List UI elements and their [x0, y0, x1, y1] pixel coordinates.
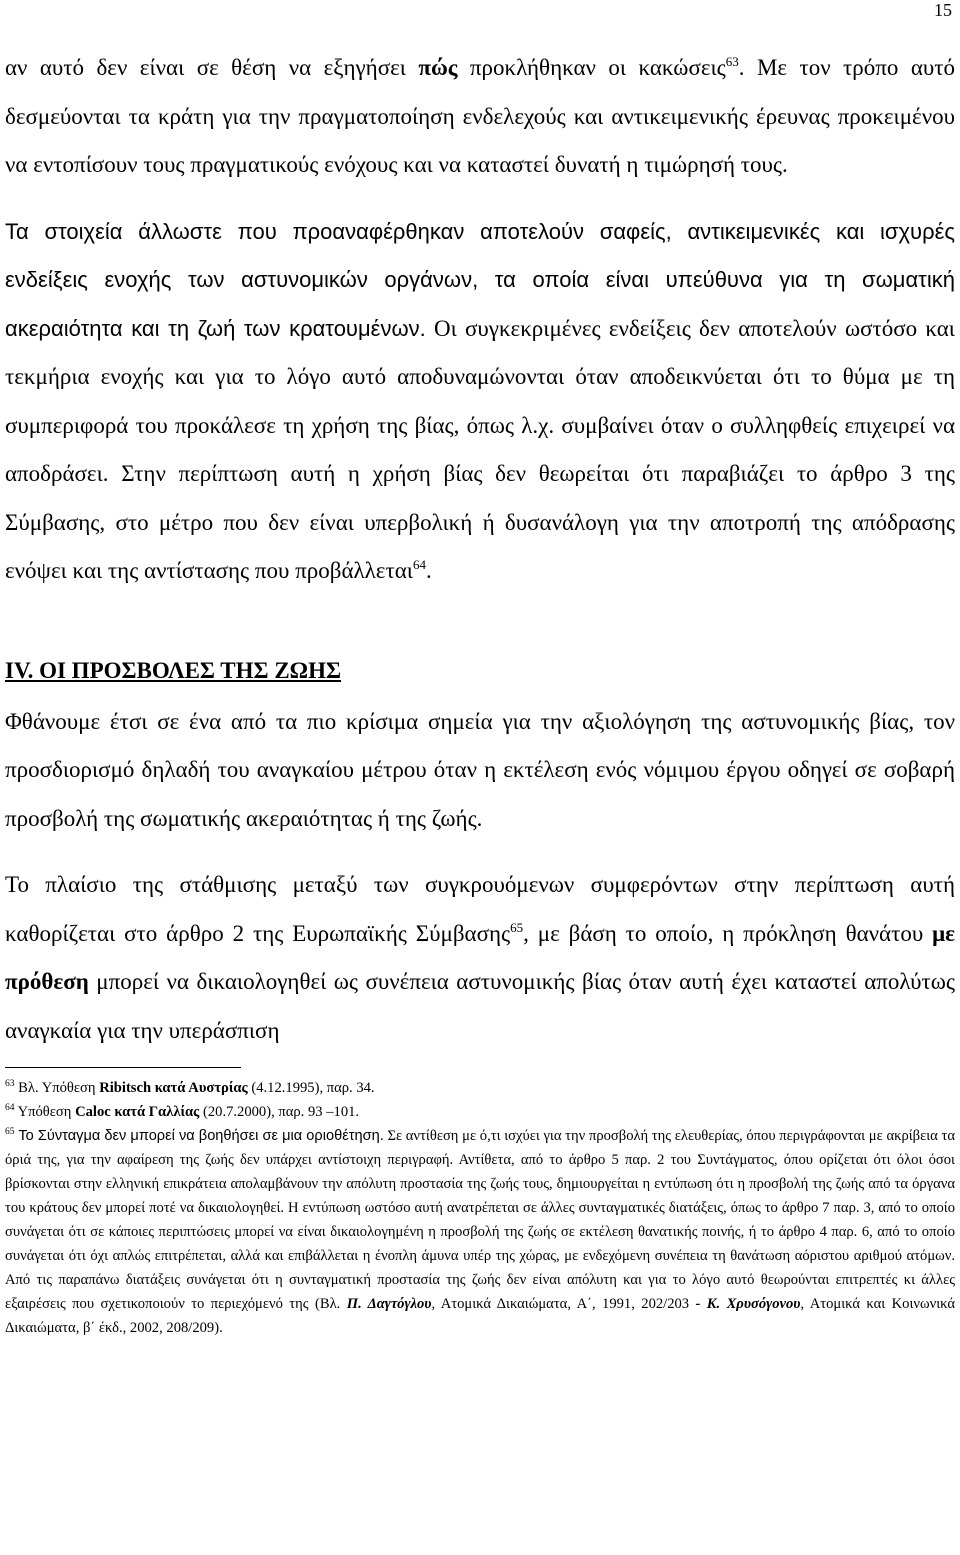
- footnote-number: 65: [5, 1127, 15, 1137]
- text-run: (20.7.2000), παρ. 93 –101.: [199, 1104, 360, 1120]
- footnote-64: [5, 1100, 955, 1124]
- bold-text: με πρόθεση: [5, 920, 955, 994]
- text-run: αν αυτό δεν είναι σε θέση να εξηγήσει: [5, 55, 419, 80]
- footnote-number: 63: [5, 1079, 15, 1089]
- text-run: Βλ. Υπόθεση: [14, 1080, 100, 1096]
- text-run: Σε αντίθεση με ό,τι ισχύει για την προσβολή της ελευθερίας, όπου περιγράφονται με ακρίβεια τα όριά της, για την αφαίρεση της ζωής δεν υπάρχει αντίστοιχη περιγραφή. Αντίθετα, από το άρθρο 5 παρ. 2 του Συντάγματος, όπου ορίζεται ότι όλοι όσοι βρίσκονται στην ελληνική επικράτεια απολαμβάνουν την απόλυτη προστασία της ζωής τους, δημιουργείται η εντύπωση ότι η προσβολή της ζωής από τα όργανα του κράτους δεν μπορεί ποτέ να δικαιολογηθεί. Η εντύπωση ωστόσο αυτή ανατρέπεται σε άλλες συνταγματικές διατάξεις, όπως το άρθρο 7 παρ. 3, από το οποίο συνάγεται ότι σε κάποιες περιπτώσεις μπορεί να είναι δικαιολογημένη η προσβολή της ζωής σε εκτέλεση θανατικής ποινής, ή το άρθρο 4 παρ. 6, από το οποίο συνάγεται ότι όχι απλώς επιτρέπεται, αλλά και επιβάλλεται η ένοπλη άμυνα υπέρ της χώρας, με ενδεχόμενη συνέπεια τη θανάτωση αόριστου αριθμού ατόμων. Από τις παραπάνω διατάξεις συνάγεται ότι η συνταγματική προστασία της ζωής δεν είναι απόλυτη και για το λόγο αυτό θεωρούνται επιτρεπτές κι άλλες εξαιρέσεις που σχετικοποιούν το περιεχόμενό της (Βλ.: [5, 1128, 955, 1312]
- paragraph-3: Φθάνουμε έτσι σε ένα από τα πιο κρίσιμα σημεία για την αξιολόγηση της αστυνομικής βίας, τον προσδιορισμό δηλαδή του αναγκαίου μέτρου όταν η εκτέλεση ενός νόμιμου έργου οδηγεί σε σοβαρή προσβολή της σωματικής ακεραιότητας ή της ζωής.: [5, 708, 955, 831]
- text-run: . Με τον τρόπο αυτό δεσμεύονται τα κράτη για την πραγματοποίηση ενδελεχούς και αντικειμενικής έρευνας προκειμένου να εντοπίσουν τους πραγματικούς ενόχους και να καταστεί δυνατή η τιμώρησή τους.: [5, 55, 955, 177]
- footnote-separator: [5, 1067, 241, 1068]
- footnote-63: [5, 1076, 955, 1100]
- bold-text: πώς: [418, 55, 458, 80]
- footnote-ref-64: 64: [412, 557, 426, 572]
- text-run: , Ατομικά Δικαιώματα, Α΄, 1991, 202/203: [431, 1296, 696, 1312]
- text-run: .: [425, 558, 432, 583]
- text-run-sans: Το Σύνταγμα δεν μπορεί να βοηθήσει σε μια οριοθέτηση.: [14, 1128, 384, 1144]
- text-run: (4.12.1995), παρ. 34.: [247, 1080, 375, 1096]
- text-run: μπορεί να δικαιολογηθεί ως συνέπεια αστυνομικής βίας όταν αυτή έχει καταστεί απολύτως αναγκαία για την υπεράσπιση: [5, 969, 955, 1043]
- text-run-sans: Τα στοιχεία άλλωστε που προαναφέρθηκαν αποτελούν σαφείς, αντικειμενικές και ισχυρές ενδείξεις ενοχής των αστυνομικών οργάνων, τα οποία είναι υπεύθυνα για τη σωματική ακεραιότητα και τη ζωή των κρατουμένων.: [5, 218, 955, 341]
- author-name: - Κ. Χρυσόγονου: [695, 1296, 801, 1312]
- text-run: , Ατομικά και Κοινωνικά Δικαιώματα, β΄ έκδ., 2002, 208/209).: [5, 1296, 955, 1336]
- footnote-ref-63: 63: [725, 54, 739, 69]
- case-name: Caloc κατά Γαλλίας: [75, 1104, 200, 1120]
- paragraph-2: [5, 208, 955, 596]
- text-run: προκλήθηκαν οι κακώσεις: [457, 55, 726, 80]
- footnotes: [5, 1076, 955, 1340]
- footnote-65: [5, 1124, 955, 1340]
- author-name: Π. Δαγτόγλου: [346, 1296, 432, 1312]
- paragraph-1: [5, 44, 955, 190]
- text-run: Οι συγκεκριμένες ενδείξεις δεν αποτελούν ωστόσο και τεκμήρια ενοχής και για το λόγο αυτό αποδυναμώνονται όταν αποδεικνύεται ότι το θύμα με τη συμπεριφορά του προκάλεσε τη χρήση της βίας, όπως λ.χ. συμβαίνει όταν ο συλληφθείς επιχειρεί να αποδράσει. Στην περίπτωση αυτή η χρήση βίας δεν θεωρείται ότι παραβιάζει το άρθρο 3 της Σύμβασης, στο μέτρο που δεν είναι υπερβολική ή δυσανάλογη για την αποτροπή της απόδρασης ενόψει και της αντίστασης που προβάλλεται: [5, 315, 955, 583]
- page-number: 15: [934, 0, 952, 20]
- page-body: [5, 44, 955, 1340]
- footnote-ref-65: 65: [510, 919, 524, 935]
- paragraph-4: [5, 861, 955, 1055]
- text-run: , με βάση το οποίο, η πρόκληση θανάτου: [523, 920, 933, 946]
- footnote-number: 64: [5, 1103, 15, 1113]
- text-run: Το πλαίσιο της στάθμισης μεταξύ των συγκρουόμενων συμφερόντων στην περίπτωση αυτή καθορίζεται στο άρθρο 2 της Ευρωπαϊκής Σύμβασης: [5, 872, 955, 946]
- case-name: Ribitsch κατά Αυστρίας: [99, 1080, 248, 1096]
- text-run: Υπόθεση: [14, 1104, 76, 1120]
- section-heading: IV. ΟΙ ΠΡΟΣΒΟΛΕΣ ΤΗΣ ΖΩΗΣ: [5, 657, 342, 683]
